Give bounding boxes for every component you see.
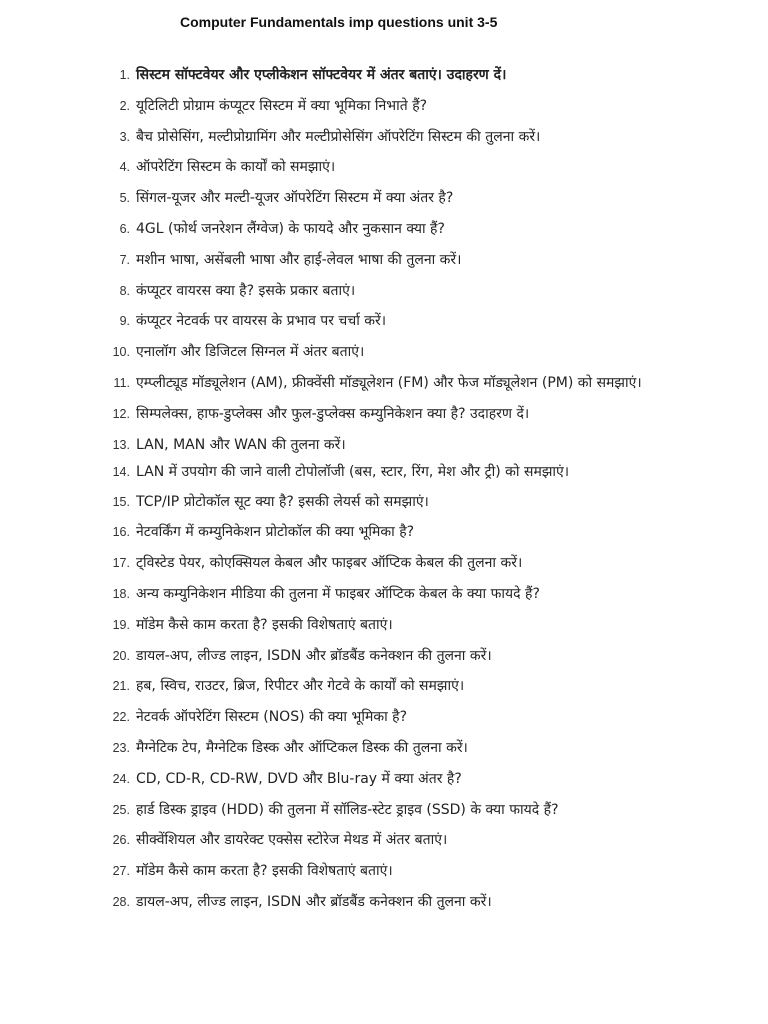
question-number: 22. (112, 710, 130, 725)
question-text: नेटवर्क ऑपरेटिंग सिस्टम (NOS) की क्या भूमिका है? (136, 709, 408, 726)
question-item (100, 276, 660, 307)
question-number: 19. (112, 617, 130, 632)
question-number: 23. (112, 740, 130, 755)
question-number: 17. (112, 556, 130, 571)
question-text: सिम्पलेक्स, हाफ-डुप्लेक्स और फुल-डुप्लेक्स कम्युनिकेशन क्या है? उदाहरण दें। (136, 405, 530, 422)
question-item (100, 122, 660, 153)
question-item (100, 517, 660, 548)
question-item (100, 733, 660, 764)
question-item (100, 671, 660, 702)
question-number: 24. (112, 771, 130, 786)
question-item (100, 487, 660, 518)
question-item (100, 610, 660, 641)
question-number: 1. (119, 68, 130, 82)
question-text: मैग्नेटिक टेप, मैग्नेटिक डिस्क और ऑप्टिकल डिस्क की तुलना करें। (136, 739, 468, 756)
question-item (100, 399, 660, 430)
question-number: 25. (112, 802, 130, 817)
question-item (100, 579, 660, 610)
question-text: हब, स्विच, राउटर, ब्रिज, रिपीटर और गेटवे के कार्यों को समझाएं। (136, 678, 465, 695)
question-number: 3. (119, 129, 130, 144)
question-number: 8. (119, 283, 130, 298)
question-text: LAN, MAN और WAN की तुलना करें। (136, 436, 346, 453)
question-text: 4GL (फोर्थ जनरेशन लैंग्वेज) के फायदे और नुकसान क्या हैं? (136, 220, 445, 237)
document-title: Computer Fundamentals imp questions unit 3-5 (180, 14, 498, 30)
question-item (100, 548, 660, 579)
question-item (100, 702, 660, 733)
question-text: अन्य कम्युनिकेशन मीडिया की तुलना में फाइबर ऑप्टिक केबल के क्या फायदे हैं? (136, 585, 540, 602)
question-text: सीक्वेंशियल और डायरेक्ट एक्सेस स्टोरेज मेथड में अंतर बताएं। (136, 832, 448, 849)
question-text: CD, CD-R, CD-RW, DVD और Blu-ray में क्या अंतर है? (136, 770, 462, 787)
question-number: 18. (112, 586, 130, 601)
question-number: 11. (113, 375, 130, 390)
question-number: 12. (112, 406, 130, 421)
question-item (100, 825, 660, 856)
question-text: सिंगल-यूजर और मल्टी-यूजर ऑपरेटिंग सिस्टम में क्या अंतर है? (136, 190, 454, 207)
question-item (100, 183, 660, 214)
question-text: हार्ड डिस्क ड्राइव (HDD) की तुलना में सॉलिड-स्टेट ड्राइव (SSD) के क्या फायदे हैं? (136, 801, 559, 818)
question-text: यूटिलिटी प्रोग्राम कंप्यूटर सिस्टम में क्या भूमिका निभाते हैं? (136, 97, 428, 114)
question-item (100, 433, 660, 457)
question-item (100, 856, 660, 887)
question-item (100, 887, 660, 918)
question-number: 16. (112, 525, 130, 540)
question-number: 26. (112, 833, 130, 848)
question-item (100, 368, 660, 399)
question-text: डायल-अप, लीज्ड लाइन, ISDN और ब्रॉडबैंड कनेक्शन की तुलना करें। (136, 647, 492, 664)
question-text: एम्प्लीट्यूड मॉड्यूलेशन (AM), फ्रीक्वेंसी मॉड्यूलेशन (FM) और फेज मॉड्यूलेशन (PM) को समझाएं। (136, 374, 642, 391)
question-number: 21. (112, 679, 130, 694)
question-number: 10. (112, 345, 130, 360)
question-number: 6. (119, 221, 130, 236)
question-text: मॉडेम कैसे काम करता है? इसकी विशेषताएं बताएं। (136, 616, 393, 633)
question-text: LAN में उपयोग की जाने वाली टोपोलॉजी (बस, स्टार, रिंग, मेश और ट्री) को समझाएं। (136, 463, 570, 480)
question-item (100, 764, 660, 795)
question-number: 4. (119, 160, 130, 175)
question-number: 13. (112, 437, 130, 452)
question-text: मॉडेम कैसे काम करता है? इसकी विशेषताएं बताएं। (136, 863, 393, 880)
question-text: ऑपरेटिंग सिस्टम के कार्यों को समझाएं। (136, 159, 336, 176)
question-number: 20. (112, 648, 130, 663)
question-item (100, 641, 660, 672)
question-text: मशीन भाषा, असेंबली भाषा और हाई-लेवल भाषा की तुलना करें। (136, 251, 462, 268)
question-text: कंप्यूटर नेटवर्क पर वायरस के प्रभाव पर चर्चा करें। (136, 313, 387, 330)
question-text: TCP/IP प्रोटोकॉल सूट क्या है? इसकी लेयर्स को समझाएं। (136, 493, 429, 510)
question-number: 27. (112, 864, 130, 879)
question-text: ट्विस्टेड पेयर, कोएक्सियल केबल और फाइबर ऑप्टिक केबल की तुलना करें। (136, 555, 523, 572)
question-list (100, 60, 660, 918)
question-item (100, 795, 660, 826)
question-item (100, 460, 660, 484)
question-text: सिस्टम सॉफ्टवेयर और एप्लीकेशन सॉफ्टवेयर में अंतर बताएं। उदाहरण दें। (136, 67, 507, 83)
question-number: 15. (112, 494, 130, 509)
question-text: कंप्यूटर वायरस क्या है? इसके प्रकार बताएं। (136, 282, 356, 299)
question-item (100, 152, 660, 183)
question-item (100, 337, 660, 368)
question-text: डायल-अप, लीज्ड लाइन, ISDN और ब्रॉडबैंड कनेक्शन की तुलना करें। (136, 893, 492, 910)
question-item (100, 214, 660, 245)
question-number: 2. (119, 98, 130, 113)
question-number: 28. (112, 894, 130, 909)
question-number: 5. (119, 191, 130, 206)
question-text: नेटवर्किंग में कम्युनिकेशन प्रोटोकॉल की क्या भूमिका है? (136, 524, 415, 541)
question-number: 7. (119, 252, 130, 267)
question-text: एनालॉग और डिजिटल सिग्नल में अंतर बताएं। (136, 344, 365, 361)
question-item (100, 91, 660, 122)
question-item (100, 60, 660, 91)
question-text: बैच प्रोसेसिंग, मल्टीप्रोग्रामिंग और मल्टीप्रोसेसिंग ऑपरेटिंग सिस्टम की तुलना करें। (136, 128, 541, 145)
question-number: 9. (119, 314, 130, 329)
question-item (100, 306, 660, 337)
question-number: 14. (112, 464, 130, 479)
question-item (100, 245, 660, 276)
